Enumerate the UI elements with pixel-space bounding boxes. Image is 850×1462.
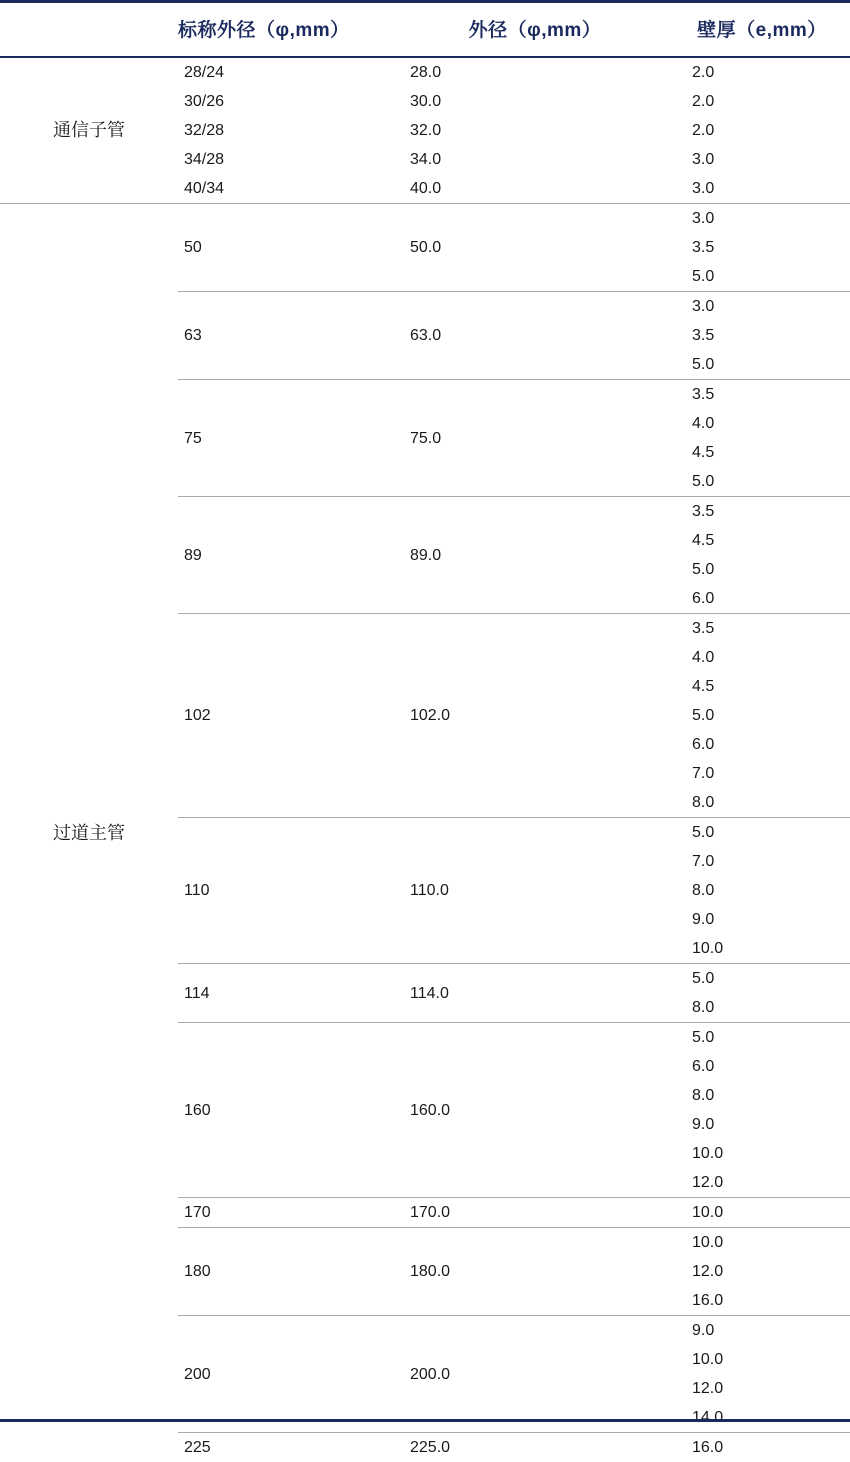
wall-thickness-value: 12.0: [674, 1257, 850, 1286]
group-label: 通信子管: [0, 57, 178, 204]
nominal-diameter-value: 102: [178, 614, 396, 818]
wall-thickness-value: 5.0: [674, 350, 850, 380]
outer-diameter-value: 160.0: [396, 1023, 674, 1198]
wall-thickness-value: 6.0: [674, 584, 850, 614]
wall-thickness-value: 3.5: [674, 614, 850, 644]
wall-thickness-value: 5.0: [674, 1023, 850, 1053]
wall-thickness-value: 3.0: [674, 204, 850, 234]
wall-thickness-value: 3.5: [674, 233, 850, 262]
wall-thickness-value: 4.5: [674, 438, 850, 467]
outer-diameter-value: 102.0: [396, 614, 674, 818]
wall-thickness-value: 16.0: [674, 1286, 850, 1316]
wall-thickness-value: 3.5: [674, 497, 850, 527]
nominal-diameter-value: 110: [178, 818, 396, 964]
nominal-diameter-value: 28/24: [178, 57, 396, 87]
wall-thickness-value: 10.0: [674, 934, 850, 964]
wall-thickness-value: 10.0: [674, 1198, 850, 1228]
wall-thickness-value: 9.0: [674, 1110, 850, 1139]
wall-thickness-value: 8.0: [674, 788, 850, 818]
wall-thickness-value: 14.0: [674, 1403, 850, 1433]
outer-diameter-value: 110.0: [396, 818, 674, 964]
wall-thickness-value: 10.0: [674, 1228, 850, 1258]
wall-thickness-value: 8.0: [674, 876, 850, 905]
wall-thickness-value: 2.0: [674, 116, 850, 145]
wall-thickness-value: 4.5: [674, 526, 850, 555]
wall-thickness-value: 3.0: [674, 174, 850, 204]
outer-diameter-value: 40.0: [396, 174, 674, 204]
outer-diameter-value: 200.0: [396, 1316, 674, 1433]
wall-thickness-value: 6.0: [674, 1052, 850, 1081]
table-row: [0, 204, 850, 234]
wall-thickness-value: 10.0: [674, 1139, 850, 1168]
nominal-diameter-value: 34/28: [178, 145, 396, 174]
wall-thickness-value: 4.0: [674, 409, 850, 438]
nominal-diameter-value: 170: [178, 1198, 396, 1228]
wall-thickness-value: 5.0: [674, 262, 850, 292]
wall-thickness-value: 5.0: [674, 818, 850, 848]
column-header-nominal-diameter: 标称外径（φ,mm）: [178, 2, 396, 58]
wall-thickness-value: 12.0: [674, 1168, 850, 1198]
wall-thickness-value: 7.0: [674, 759, 850, 788]
nominal-diameter-value: 32/28: [178, 116, 396, 145]
wall-thickness-value: 4.0: [674, 643, 850, 672]
nominal-diameter-value: 180: [178, 1228, 396, 1316]
wall-thickness-value: 9.0: [674, 1316, 850, 1346]
outer-diameter-value: 170.0: [396, 1198, 674, 1228]
outer-diameter-value: 180.0: [396, 1228, 674, 1316]
column-header-outer-diameter: 外径（φ,mm）: [396, 2, 674, 58]
wall-thickness-value: 5.0: [674, 467, 850, 497]
wall-thickness-value: 2.0: [674, 87, 850, 116]
wall-thickness-value: 3.5: [674, 380, 850, 410]
wall-thickness-value: 5.0: [674, 701, 850, 730]
wall-thickness-value: 5.0: [674, 555, 850, 584]
table-row: [0, 57, 850, 87]
nominal-diameter-value: 225: [178, 1433, 396, 1462]
wall-thickness-value: 2.0: [674, 57, 850, 87]
wall-thickness-value: 7.0: [674, 847, 850, 876]
outer-diameter-value: 89.0: [396, 497, 674, 614]
nominal-diameter-value: 50: [178, 204, 396, 292]
table-header: [0, 2, 850, 58]
table-body: [0, 57, 850, 1462]
outer-diameter-value: 63.0: [396, 292, 674, 380]
group-label: 过道主管: [0, 204, 178, 1462]
nominal-diameter-value: 63: [178, 292, 396, 380]
outer-diameter-value: 114.0: [396, 964, 674, 1023]
wall-thickness-value: 8.0: [674, 1081, 850, 1110]
nominal-diameter-value: 75: [178, 380, 396, 497]
outer-diameter-value: 32.0: [396, 116, 674, 145]
wall-thickness-value: 3.0: [674, 145, 850, 174]
wall-thickness-value: 16.0: [674, 1433, 850, 1462]
column-header-wall-thickness: 壁厚（e,mm）: [674, 2, 850, 58]
wall-thickness-value: 5.0: [674, 964, 850, 994]
wall-thickness-value: 3.0: [674, 292, 850, 322]
nominal-diameter-value: 160: [178, 1023, 396, 1198]
wall-thickness-value: 6.0: [674, 730, 850, 759]
column-header-group: [0, 2, 178, 58]
nominal-diameter-value: 40/34: [178, 174, 396, 204]
outer-diameter-value: 50.0: [396, 204, 674, 292]
nominal-diameter-value: 114: [178, 964, 396, 1023]
wall-thickness-value: 4.5: [674, 672, 850, 701]
nominal-diameter-value: 30/26: [178, 87, 396, 116]
outer-diameter-value: 75.0: [396, 380, 674, 497]
outer-diameter-value: 30.0: [396, 87, 674, 116]
outer-diameter-value: 225.0: [396, 1433, 674, 1462]
table-header-row: [0, 2, 850, 58]
outer-diameter-value: 28.0: [396, 57, 674, 87]
wall-thickness-value: 12.0: [674, 1374, 850, 1403]
wall-thickness-value: 8.0: [674, 993, 850, 1023]
nominal-diameter-value: 200: [178, 1316, 396, 1433]
outer-diameter-value: 34.0: [396, 145, 674, 174]
nominal-diameter-value: 89: [178, 497, 396, 614]
wall-thickness-value: 9.0: [674, 905, 850, 934]
wall-thickness-value: 3.5: [674, 321, 850, 350]
wall-thickness-value: 10.0: [674, 1345, 850, 1374]
